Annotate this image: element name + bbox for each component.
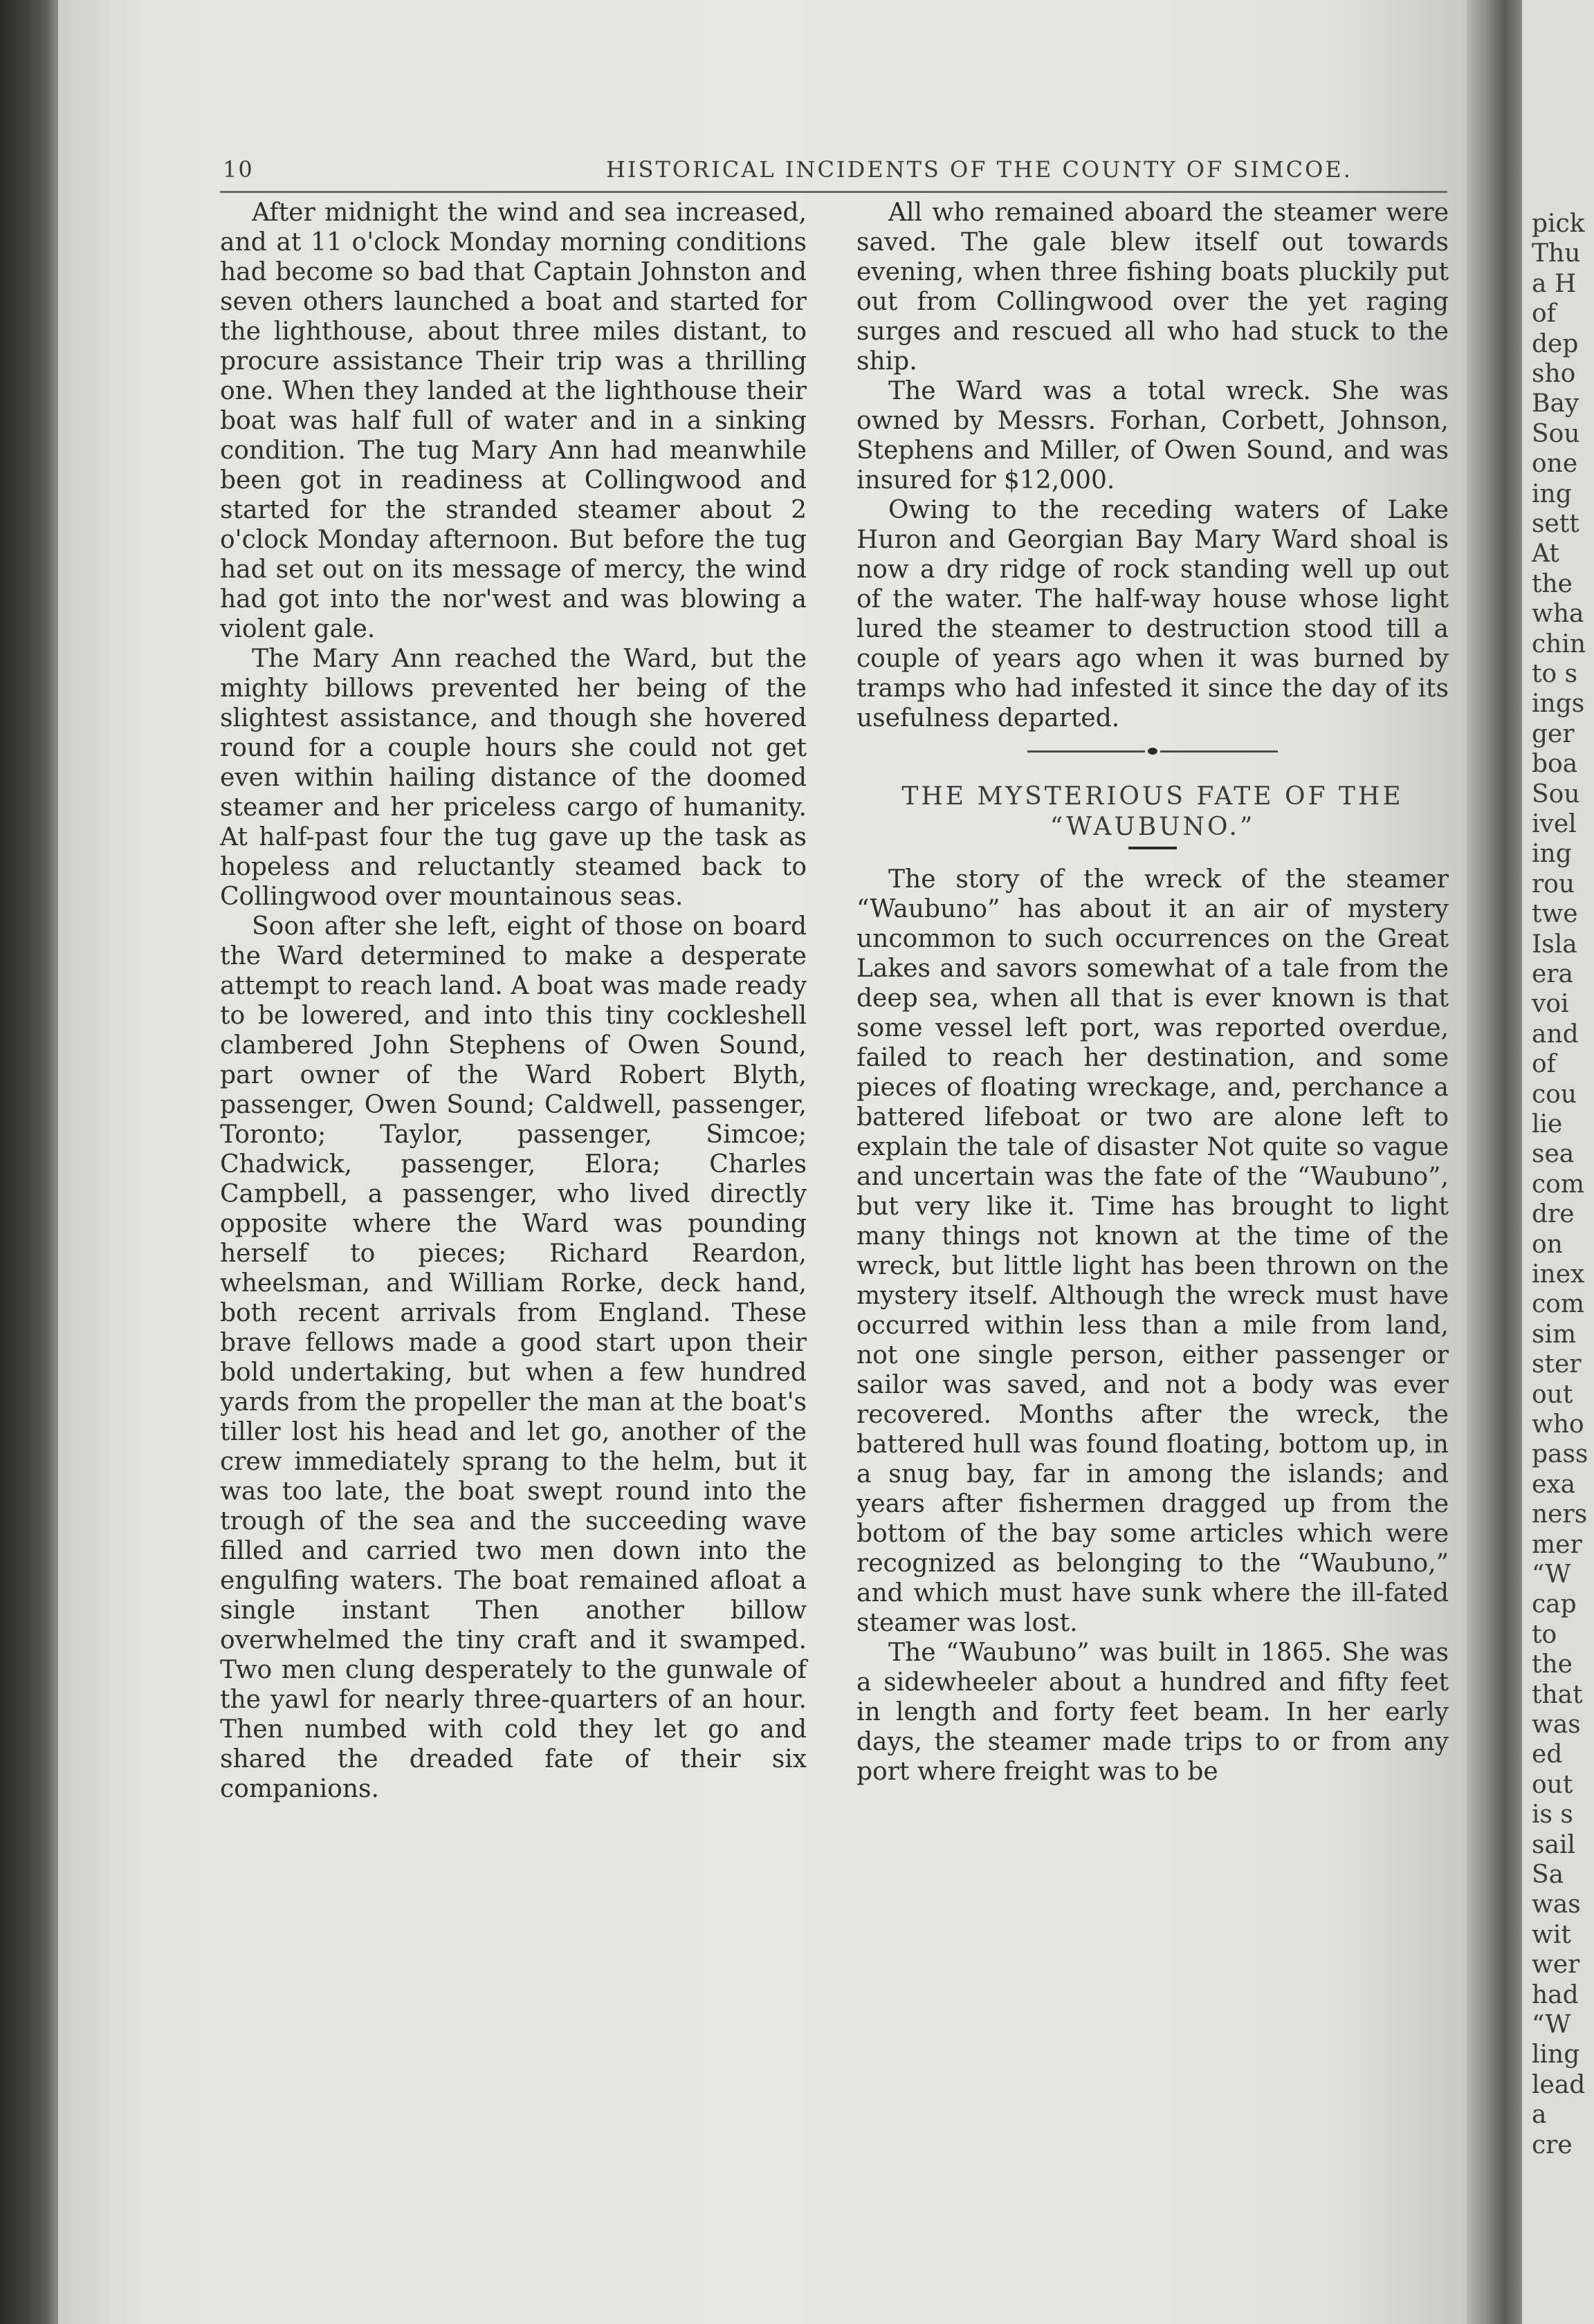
next-page-fragment: ing (1532, 479, 1572, 508)
next-page-fragment: Bay (1532, 389, 1579, 418)
right-column (856, 198, 1449, 1787)
next-page-fragment: ger (1532, 719, 1575, 748)
next-page-fragment: Isla (1532, 930, 1577, 959)
next-page-fragment: At (1532, 540, 1559, 569)
section-heading-line: “WAUBUNO.” (1050, 813, 1256, 841)
next-page-fragment: rou (1532, 869, 1575, 898)
paragraph: The “Waubuno” was built in 1865. She was a sidewheeler about a hundred and fifty feet in length and forty feet beam. In her early days, the steamer made trips to or from any port where freight was to be (856, 1639, 1449, 1786)
next-page-fragment: cap (1532, 1590, 1577, 1619)
next-page-fragment: Thu (1532, 239, 1581, 268)
page-number: 10 (223, 156, 254, 183)
next-page-fragment: sho (1532, 360, 1576, 388)
next-page-fragment: the (1532, 569, 1573, 598)
paragraph: Soon after she left, eight of those on board the Ward determined to make a desperate attempt to reach land. A boat was made ready to be lowered, and into this tiny cockleshell clambered John Stephens of Owen Sound, part owner of the Ward Robert Blyth, passenger, Owen Sound; Caldwell, passenger, Toronto; Taylor, passenger, Simcoe; Chadwick, passenger, Elora; Charles Campbell, a passenger, who lived directly opposite where the Ward was pounding herself to pieces; Richard Reardon, wheelsman, and William Rorke, deck hand, both recent arrivals from England. These brave fellows made a good start upon their bold undertaking, but when a few hundred yards from the propeller the man at the boat's tiller lost his head and let go, another of the crew immediately sprang to the helm, but it was too late, the boat swept round into the trough of the sea and the succeeding wave filled and carried two men down into the engulfing waters. The boat remained afloat a single instant Then another billow overwhelmed the tiny craft and it swamped. Two men clung desperately to the gunwale of the yawl for nearly three-quarters of an hour. Then numbed with cold they let go and shared the dreaded fate of their six companions. (220, 912, 807, 1803)
next-page-fragment: out (1532, 1380, 1573, 1409)
next-page-fragment: ster (1532, 1350, 1582, 1379)
section-ornament (856, 739, 1449, 764)
next-page-fragment: voi (1532, 990, 1569, 1019)
next-page-fragment: had (1532, 1980, 1579, 2009)
book-binding-edge (0, 0, 58, 2324)
next-page-fragment: lie (1532, 1110, 1563, 1138)
next-page-fragment: twe (1532, 900, 1578, 929)
next-page-fragment: of (1532, 1050, 1556, 1079)
next-page-fragment: sea (1532, 1140, 1575, 1169)
next-page-fragment: ners (1532, 1500, 1588, 1529)
next-page-edge (1522, 0, 1594, 2324)
section-heading-line: THE MYSTERIOUS FATE OF THE (901, 782, 1404, 811)
next-page-fragment: pass (1532, 1440, 1588, 1469)
next-page-fragment: ed (1532, 1740, 1563, 1769)
heading-underline (1128, 847, 1177, 849)
running-header (163, 156, 1447, 187)
next-page-fragment: the (1532, 1650, 1573, 1679)
next-page-fragment: “W (1532, 2011, 1571, 2039)
next-page-fragment: and (1532, 1020, 1579, 1049)
paragraph: Owing to the receding waters of Lake Huron and Georgian Bay Mary Ward shoal is now a dry ridge of rock standing well up out of the water. The half-way house whose light lured the steamer to destruction stood till a couple of years ago when it was burned by tramps who had infested it since the day of its usefulness departed. (856, 496, 1449, 732)
next-page-fragment: mer (1532, 1530, 1582, 1559)
next-page-fragment: of (1532, 299, 1556, 329)
section-heading (856, 782, 1449, 842)
next-page-fragment: dre (1532, 1200, 1575, 1229)
left-column (220, 198, 807, 1804)
next-page-fragment: wit (1532, 1920, 1571, 1949)
next-page-fragment: exa (1532, 1470, 1576, 1499)
running-title: HISTORICAL INCIDENTS OF THE COUNTY OF SIMCOE. (606, 156, 1353, 183)
next-page-fragment: inex (1532, 1260, 1585, 1289)
next-page-fragment: ing (1532, 840, 1572, 869)
next-page-fragment: “W (1532, 1560, 1571, 1589)
next-page-fragment: pick (1532, 210, 1585, 238)
ornament-line (1027, 750, 1145, 753)
next-page-fragment: sim (1532, 1320, 1577, 1349)
next-page-fragment: dep (1532, 329, 1579, 358)
next-page-fragment: to (1532, 1620, 1557, 1649)
next-page-fragment: cre (1532, 2130, 1573, 2159)
next-page-fragment: ings (1532, 690, 1585, 719)
next-page-fragment: is s (1532, 1800, 1573, 1829)
header-rule (220, 191, 1447, 193)
next-page-fragment: lead (1532, 2070, 1586, 2099)
next-page-fragment: wer (1532, 1950, 1580, 1980)
next-page-fragment: com (1532, 1290, 1584, 1319)
paragraph: The story of the wreck of the steamer “Waubuno” has about it an air of mystery uncommon to such occurrences on the Great Lakes and savors somewhat of a tale from the deep sea, when all that is ever known is that some vessel left port, was reported overdue, failed to reach her destination, and some pieces of floating wreckage, and, perchance a battered lifeboat or two are alone left to explain the tale of disaster Not quite so vague and uncertain was the fate of the “Waubuno”, but very like it. Time has brought to light many things not known at the time of the wreck, but little light has been thrown on the mystery itself. Although the wreck must have occurred within less than a mile from land, not one single person, either passenger or sailor was saved, and not a body was ever recovered. Months after the wreck, the battered hull was found floating, bottom up, in a snug bay, far in among the islands; and years after fishermen dragged up from the bottom of the bay some articles which were recognized as belonging to the “Waubuno,” and which must have sunk where the ill-fated steamer was lost. (856, 865, 1449, 1637)
next-page-fragment: cou (1532, 1080, 1577, 1109)
next-page-fragment: com (1532, 1170, 1584, 1199)
next-page-fragment: one (1532, 450, 1578, 479)
paragraph: After midnight the wind and sea increased, and at 11 o'clock Monday morning conditions had become so bad that Captain Johnston and seven others launched a boat and started for the lighthouse, about three miles distant, to procure assistance Their trip was a thrilling one. When they landed at the lighthouse their boat was half full of water and in a sinking condition. The tug Mary Ann had meanwhile been got in readiness at Collingwood and started for the stranded steamer about 2 o'clock Monday afternoon. But before the tug had set out on its message of mercy, the wind had got into the nor'west and was blowing a violent gale. (220, 199, 807, 643)
next-page-fragment: sail (1532, 1830, 1575, 1859)
paragraph: The Ward was a total wreck. She was owned by Messrs. Forhan, Corbett, Johnson, Stephens and Miller, of Owen Sound, and was insured for $12,000. (856, 377, 1449, 495)
paragraph: The Mary Ann reached the Ward, but the mighty billows prevented her being of the slightest assistance, and though she hovered round for a couple hours she could not get even within hailing distance of the doomed steamer and her priceless cargo of humanity. At half-past four the tug gave up the task as hopeless and reluctantly steamed back to Collingwood over mountainous seas. (220, 645, 807, 911)
next-page-fragment: was (1532, 1890, 1581, 1919)
next-page-fragment: out (1532, 1770, 1573, 1799)
next-page-fragment: wha (1532, 600, 1584, 629)
next-page-fragment: era (1532, 960, 1573, 988)
next-page-fragment: who (1532, 1410, 1584, 1439)
ornament-line (1160, 750, 1278, 753)
next-page-fragment: was (1532, 1710, 1581, 1739)
next-page-fragment: chin (1532, 629, 1586, 658)
next-page-fragment: Sa (1532, 1861, 1564, 1889)
next-page-fragment: on (1532, 1230, 1563, 1259)
next-page-fragment: a (1532, 2101, 1547, 2130)
next-page-fragment: Sou (1532, 419, 1580, 448)
next-page-fragment: boa (1532, 750, 1578, 779)
next-page-fragment: sett (1532, 510, 1579, 538)
paragraph: All who remained aboard the steamer were saved. The gale blew itself out towards evening, when three fishing boats pluckily put out from Collingwood over the yet raging surges and rescued all who had stuck to the ship. (856, 199, 1449, 376)
next-page-fragment: a H (1532, 269, 1577, 298)
next-page-fragment: to s (1532, 660, 1578, 688)
next-page-fragment: ling (1532, 2040, 1580, 2069)
next-page-fragment: that (1532, 1680, 1583, 1709)
next-page-fragment: Sou (1532, 780, 1580, 809)
next-page-fragment: ivel (1532, 810, 1577, 838)
ornament-dot (1148, 748, 1157, 755)
